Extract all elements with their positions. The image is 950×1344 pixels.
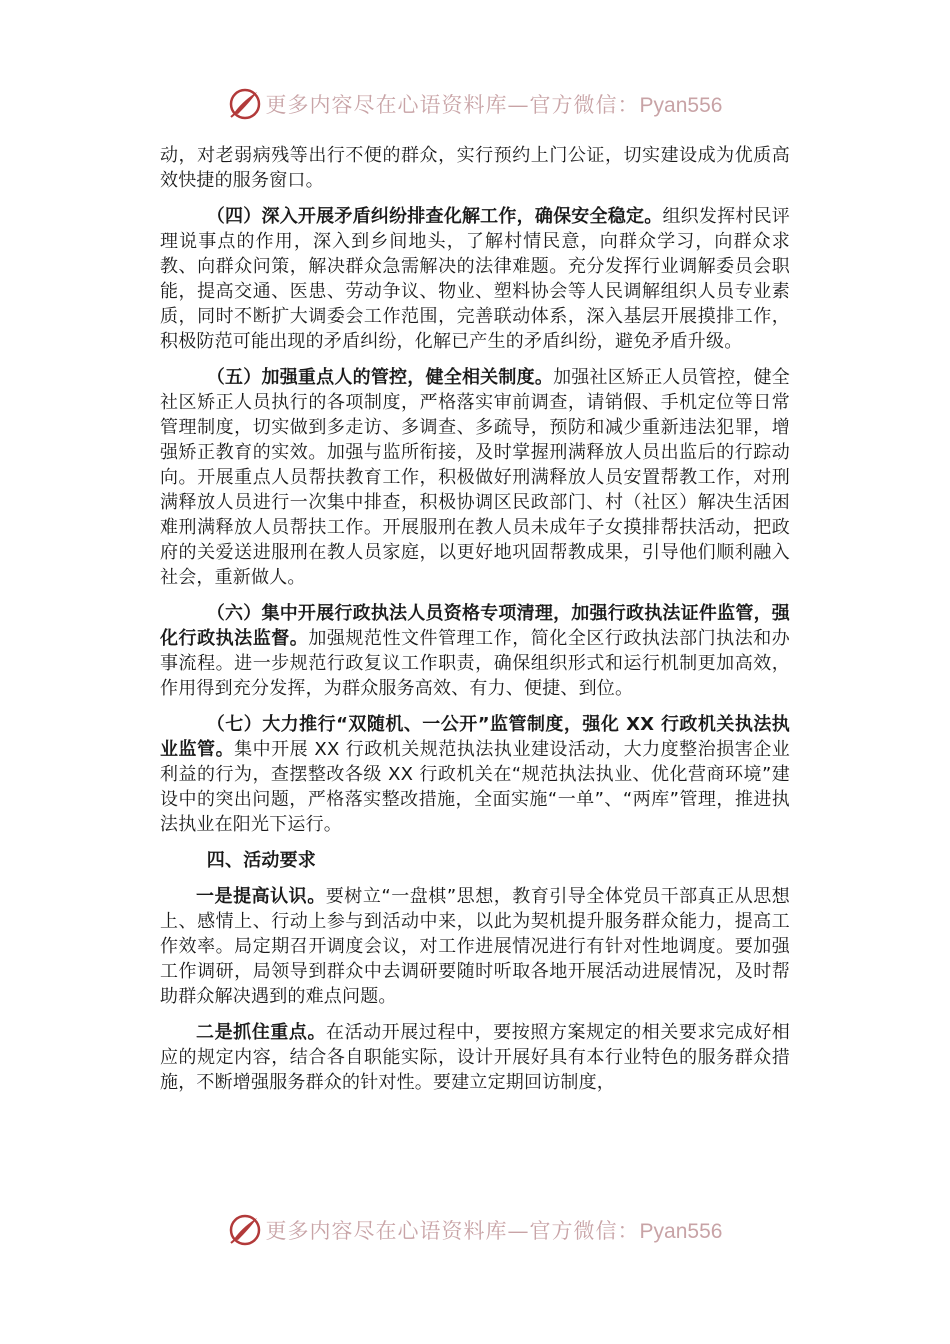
- footer-watermark: [0, 1212, 950, 1248]
- paragraph-section-6: （六）集中开展行政执法人员资格专项清理，加强行政执法证件监管，强化行政执法监督。加强规范性文件管理工作，简化全区行政执法部门执法和办事流程。进一步规范行政复议工作职责，确保组织形式和运行机制更加高效，作用得到充分发挥，为群众服务高效、有力、便捷、到位。: [160, 603, 790, 699]
- quill-pen-logo-icon: [228, 1213, 262, 1247]
- section-heading: （七）大力推行“双随机、一公开”监管制度，强化 XX 行政机关执法执业监管。: [160, 714, 790, 760]
- paragraph-requirement-2: 二是抓住重点。在活动开展过程中，要按照方案规定的相关要求完成好相应的规定内容，结合各自职能实际，设计开展好具有本行业特色的服务群众措施，不断增强服务群众的针对性。要建立定期回访制度，: [160, 1022, 791, 1093]
- document-body: [160, 143, 790, 1106]
- section-heading: （六）集中开展行政执法人员资格专项清理，加强行政执法证件监管，强化行政执法监督。: [160, 603, 790, 649]
- section-heading: （五）加强重点人的管控，健全相关制度。: [206, 367, 554, 388]
- paragraph-section-5: （五）加强重点人的管控，健全相关制度。加强社区矫正人员管控，健全社区矫正人员执行的各项制度，严格落实审前调查，请销假、手机定位等日常管理制度，切实做到多走访、多调查、多疏导，预防和减少重新违法犯罪，增强矫正教育的实效。加强与监所衔接，及时掌握刑满释放人员出监后的行踪动向。开展重点人员帮扶教育工作，积极做好刑满释放人员安置帮教工作，对刑满释放人员进行一次集中排查，积极协调区民政部门、村（社区）解决生活困难刑满释放人员帮扶工作。开展服刑在教人员未成年子女摸排帮扶活动，把政府的关爱送进服刑在教人员家庭，以更好地巩固帮教成果，引导他们顺利融入社会，重新做人。: [160, 367, 790, 588]
- paragraph-requirement-1: 一是提高认识。要树立“一盘棋”思想，教育引导全体党员干部真正从思想上、感情上、行动上参与到活动中来，以此为契机提升服务群众能力，提高工作效率。局定期召开调度会议，对工作进展情况进行有针对性地调度。要加强工作调研，局领导到群众中去调研要随时听取各地开展活动进展情况，及时帮助群众解决遇到的难点问题。: [160, 886, 790, 1007]
- watermark-text: 更多内容尽在心语资料库—官方微信：Pyan556: [265, 1219, 723, 1243]
- quill-pen-logo-icon: [228, 87, 262, 121]
- watermark-text: 更多内容尽在心语资料库—官方微信：Pyan556: [265, 93, 723, 117]
- section-heading: （四）深入开展矛盾纠纷排查化解工作，确保安全稳定。: [206, 206, 663, 227]
- heading-activity-requirements: 四、活动要求: [206, 850, 316, 871]
- paragraph-section-4: （四）深入开展矛盾纠纷排查化解工作，确保安全稳定。组织发挥村民评理说事点的作用，深入到乡间地头，了解村情民意，向群众学习，向群众求教、向群众问策，解决群众急需解决的法律难题。充分发挥行业调解委员会职能，提高交通、医患、劳动争议、物业、塑料协会等人民调解组织人员专业素质，同时不断扩大调委会工作范围，完善联动体系，深入基层开展摸排工作，积极防范可能出现的矛盾纠纷，化解已产生的矛盾纠纷，避免矛盾升级。: [160, 206, 790, 352]
- paragraph-section-7: （七）大力推行“双随机、一公开”监管制度，强化 XX 行政机关执法执业监管。集中开展 XX 行政机关规范执法执业建设活动，大力度整治损害企业利益的行为，查摆整改各级 XX 行政机关在“规范执法执业、优化营商环境”建设中的突出问题，严格落实整改措施，全面实施“一单”、“两库”管理，推进执法执业在阳光下运行。: [160, 714, 790, 835]
- paragraph-1: 动，对老弱病残等出行不便的群众，实行预约上门公证，切实建设成为优质高效快捷的服务窗口。: [160, 145, 790, 191]
- requirement-heading: 二是抓住重点。: [196, 1022, 327, 1043]
- requirement-heading: 一是提高认识。: [196, 886, 326, 907]
- header-watermark: [0, 86, 950, 122]
